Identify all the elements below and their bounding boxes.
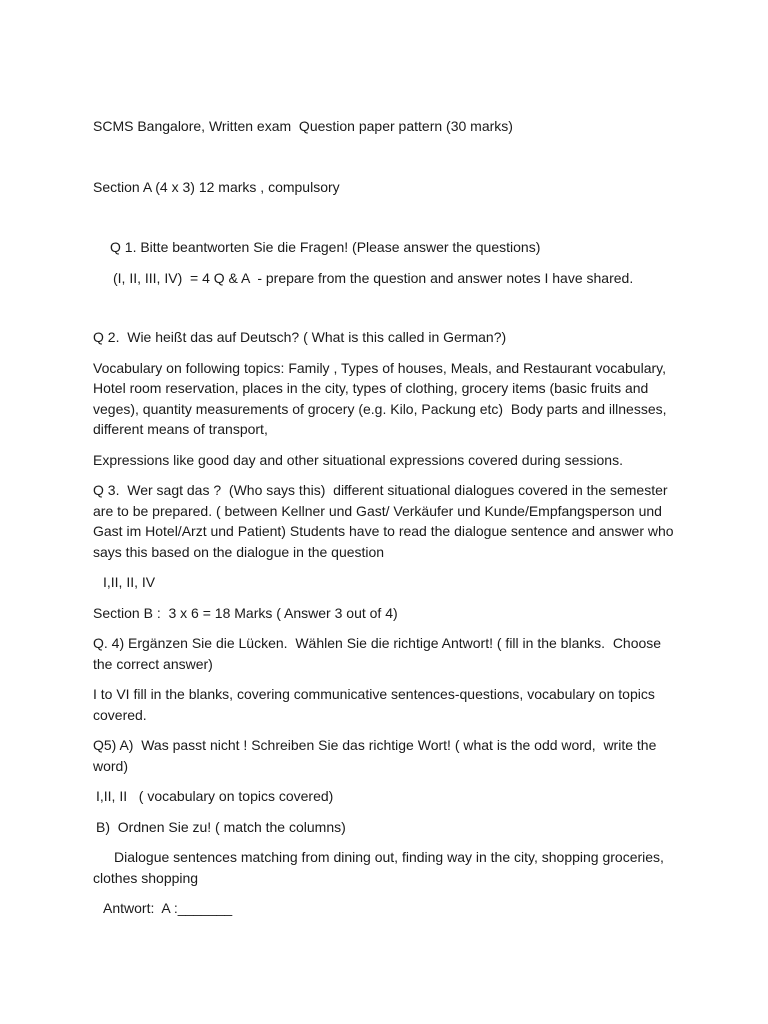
section-a-heading: Section A (4 x 3) 12 marks , compulsory	[93, 178, 340, 195]
q2-question: Q 2. Wie heißt das auf Deutsch? ( What is this called in German?)	[93, 329, 507, 345]
q5-part-b-note: Dialogue sentences matching from dining out, finding way in the city, shopping groceries, clothes shopping	[93, 849, 668, 886]
q2-expressions: Expressions like good day and other situational expressions covered during sessions.	[93, 451, 623, 468]
q4-note: I to VI fill in the blanks, covering communicative sentences-questions, vocabulary on topics covered.	[93, 686, 659, 723]
q2-vocabulary: Vocabulary on following topics: Family , Types of houses, Meals, and Restaurant vocabulary, Hotel room reservation, places in the city, types of clothing, grocery items (basic fruits and veges), quantity measurements of grocery (e.g. Kilo, Packung etc) Body parts and illnesses, different means of transport,	[93, 359, 671, 437]
q5-part-a: Q5) A) Was passt nicht ! Schreiben Sie das richtige Wort! ( what is the odd word, write the word)	[93, 737, 661, 774]
q5-part-a-note: I,II, II ( vocabulary on topics covered)	[96, 788, 334, 804]
document-title: SCMS Bangalore, Written exam Question paper pattern (30 marks)	[93, 118, 513, 134]
q1-question: Q 1. Bitte beantworten Sie die Fragen! (Please answer the questions)	[110, 239, 541, 255]
q4-question: Q. 4) Ergänzen Sie die Lücken. Wählen Sie die richtige Antwort! ( fill in the blanks. Choose the correct answer)	[93, 635, 665, 672]
q5-part-b: B) Ordnen Sie zu! ( match the columns)	[96, 818, 346, 835]
q3-parts: I,II, II, IV	[103, 574, 156, 590]
section-b-heading: Section B : 3 x 6 = 18 Marks ( Answer 3 out of 4)	[93, 604, 398, 621]
q3-question: Q 3. Wer sagt das ? (Who says this) different situational dialogues covered in the semester are to be prepared. ( between Kellner und Gast/ Verkäufer und Kunde/Empfangsperson und Gast im Hotel/Arzt und Patient) Students have to read the dialogue sentence and answer who says this based on the dialogue in the question	[93, 482, 678, 560]
q1-note: (I, II, III, IV) = 4 Q & A - prepare from the question and answer notes I have shared.	[113, 269, 634, 286]
q5-answer-line: Antwort: A :_______	[103, 900, 233, 916]
document-page	[93, 116, 683, 919]
